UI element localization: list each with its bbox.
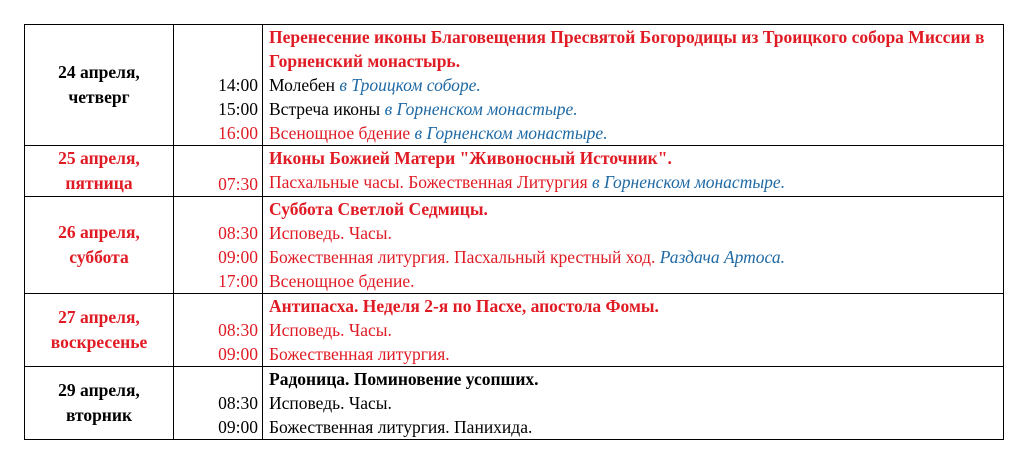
date-weekday: вторник <box>65 405 133 425</box>
schedule-body <box>25 25 1004 440</box>
service-location: в Горненском монастыре. <box>414 123 608 143</box>
schedule-row <box>25 294 1004 367</box>
schedule-row <box>25 367 1004 440</box>
service-name: Пасхальные часы. Божественная Литургия <box>269 172 593 192</box>
time-cell <box>174 197 263 294</box>
service-name: Исповедь. Часы. <box>269 320 392 340</box>
service-name: Молебен <box>269 75 340 95</box>
service-name: Всенощное бдение. <box>269 271 415 291</box>
date-day: 25 апреля, <box>58 148 140 168</box>
date-day: 29 апреля, <box>58 380 140 400</box>
schedule-table <box>24 24 1004 440</box>
service-line <box>269 97 1003 121</box>
schedule-row <box>25 146 1004 197</box>
service-name: Всенощное бдение <box>269 123 415 143</box>
time-cell <box>174 294 263 367</box>
service-time: 07:30 <box>218 174 258 194</box>
date-day: 26 апреля, <box>58 222 140 242</box>
service-location: в Горненском монастыре. <box>592 172 786 192</box>
service-time: 08:30 <box>218 320 258 340</box>
date-weekday: воскресенье <box>50 332 148 352</box>
service-time: 14:00 <box>218 75 258 95</box>
service-line <box>269 73 1003 97</box>
time-cell <box>174 367 263 440</box>
feast-title: Иконы Божией Матери "Живоносный Источник". <box>269 148 672 168</box>
service-name: Исповедь. Часы. <box>269 393 392 413</box>
service-name: Божественная литургия. Пасхальный крестный ход. <box>269 247 660 267</box>
service-time: 09:00 <box>218 247 258 267</box>
service-time: 17:00 <box>218 271 258 291</box>
service-name: Исповедь. Часы. <box>269 223 392 243</box>
events-cell <box>263 367 1004 440</box>
service-time: 15:00 <box>218 99 258 119</box>
date-weekday: четверг <box>68 87 130 107</box>
schedule-row <box>25 25 1004 146</box>
service-location: в Троицком соборе. <box>339 75 481 95</box>
time-cell <box>174 146 263 197</box>
service-name: Божественная литургия. <box>269 344 450 364</box>
service-name: Встреча иконы <box>269 99 385 119</box>
service-line <box>269 170 1003 194</box>
service-time: 08:30 <box>218 223 258 243</box>
date-day: 24 апреля, <box>58 62 140 82</box>
events-cell <box>263 294 1004 367</box>
service-line <box>269 318 1003 342</box>
time-cell <box>174 25 263 146</box>
service-time: 16:00 <box>218 123 258 143</box>
date-cell <box>25 367 174 440</box>
service-line <box>269 245 1003 269</box>
feast-title: Перенесение иконы Благовещения Пресвятой Богородицы из Троицкого собора Миссии в Горненский монастырь. <box>269 27 985 71</box>
service-line <box>269 415 1003 439</box>
date-cell <box>25 146 174 197</box>
service-line <box>269 121 1003 145</box>
date-weekday: пятница <box>65 173 133 193</box>
date-day: 27 апреля, <box>58 307 140 327</box>
service-line <box>269 221 1003 245</box>
events-cell <box>263 25 1004 146</box>
service-time: 08:30 <box>218 393 258 413</box>
service-line <box>269 269 1003 293</box>
service-time: 09:00 <box>218 344 258 364</box>
date-weekday: суббота <box>69 247 129 267</box>
service-name: Божественная литургия. Панихида. <box>269 417 533 437</box>
service-location: Раздача Артоса. <box>659 247 785 267</box>
feast-title: Радоница. Поминовение усопших. <box>269 369 539 389</box>
date-cell <box>25 25 174 146</box>
service-line <box>269 391 1003 415</box>
service-line <box>269 342 1003 366</box>
date-cell <box>25 294 174 367</box>
feast-title: Антипасха. Неделя 2-я по Пасхе, апостола Фомы. <box>269 296 659 316</box>
service-time: 09:00 <box>218 417 258 437</box>
date-cell <box>25 197 174 294</box>
feast-title: Суббота Светлой Седмицы. <box>269 199 488 219</box>
events-cell <box>263 146 1004 197</box>
events-cell <box>263 197 1004 294</box>
service-location: в Горненском монастыре. <box>384 99 578 119</box>
schedule-row <box>25 197 1004 294</box>
